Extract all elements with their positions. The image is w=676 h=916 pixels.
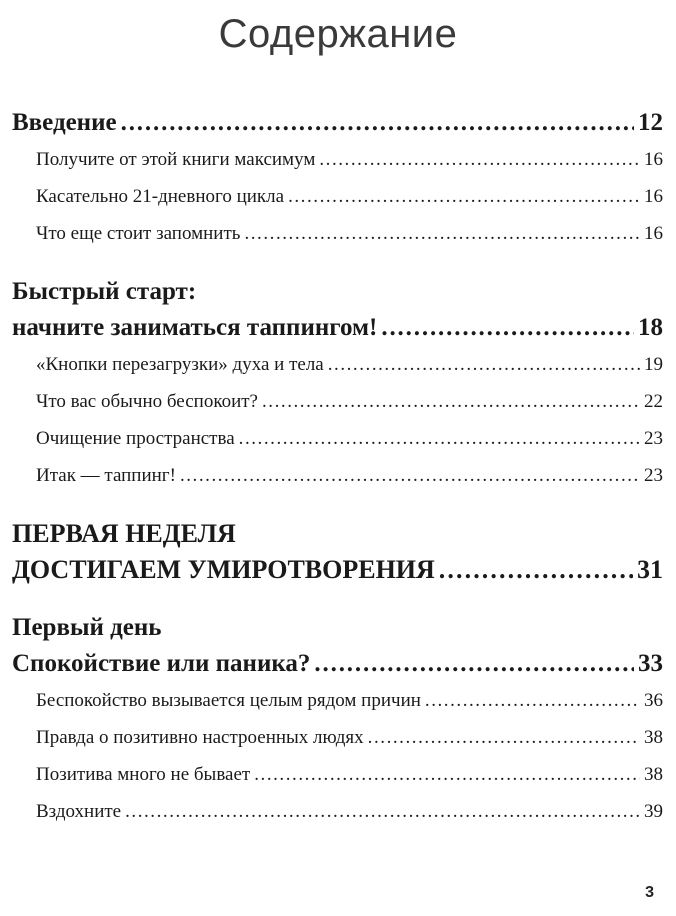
dot-leader bbox=[368, 719, 640, 756]
toc-entry-label: начните заниматься таппингом! bbox=[12, 314, 378, 341]
toc-entry-page: 16 bbox=[644, 186, 663, 207]
toc-entry-sub[interactable] bbox=[12, 346, 663, 383]
toc-entry-sub[interactable] bbox=[12, 383, 663, 420]
toc-entry-page: 36 bbox=[644, 690, 663, 711]
toc-entry-label: Правда о позитивно настроенных людях bbox=[36, 727, 364, 748]
toc-section-introduction bbox=[12, 105, 663, 252]
toc-entry-page: 38 bbox=[644, 764, 663, 785]
dot-leader bbox=[381, 310, 634, 346]
toc-entry-label: Позитива много не бывает bbox=[36, 764, 251, 785]
toc-entry-sub[interactable] bbox=[12, 682, 663, 719]
toc-entry-page: 31 bbox=[637, 555, 663, 584]
toc-entry-page: 23 bbox=[644, 465, 663, 486]
toc-entry-page: 39 bbox=[644, 801, 663, 822]
toc-entry-sub[interactable] bbox=[12, 719, 663, 756]
toc-entry-sub[interactable] bbox=[12, 178, 663, 215]
toc-entry-page: 18 bbox=[638, 314, 663, 341]
toc-entry-label: ДОСТИГАЕМ УМИРОТВОРЕНИЯ bbox=[12, 555, 435, 584]
toc-entry-sub[interactable] bbox=[12, 457, 663, 494]
toc-entry-label: Беспокойство вызывается целым рядом причин bbox=[36, 690, 421, 711]
toc-section-first-week bbox=[12, 516, 663, 588]
toc-section-heading: Первый день bbox=[12, 614, 162, 641]
toc-entry-label: Что еще стоит запомнить bbox=[36, 223, 241, 244]
dot-leader bbox=[125, 793, 640, 830]
toc-entry-page: 19 bbox=[644, 354, 663, 375]
toc-entry-label: Очищение пространства bbox=[36, 428, 235, 449]
toc-entry-sub[interactable] bbox=[12, 420, 663, 457]
dot-leader bbox=[439, 552, 633, 588]
toc-entry-main[interactable] bbox=[12, 310, 663, 346]
dot-leader bbox=[288, 178, 640, 215]
dot-leader bbox=[425, 682, 640, 719]
toc-entry-label: Спокойствие или паника? bbox=[12, 650, 311, 677]
toc-section-quick-start bbox=[12, 274, 663, 494]
toc-entry-label: Получите от этой книги максимум bbox=[36, 149, 316, 170]
toc-section-heading: ПЕРВАЯ НЕДЕЛЯ bbox=[12, 519, 236, 548]
toc-entry-page: 22 bbox=[644, 391, 663, 412]
toc-entry-page: 12 bbox=[638, 109, 663, 136]
toc-entry-sub[interactable] bbox=[12, 756, 663, 793]
toc-entry-page: 38 bbox=[644, 727, 663, 748]
toc-entry-main[interactable] bbox=[12, 552, 663, 588]
toc-entry-page: 16 bbox=[644, 149, 663, 170]
toc-entry-sub[interactable] bbox=[12, 215, 663, 252]
dot-leader bbox=[121, 105, 634, 141]
toc-entry-main[interactable] bbox=[12, 646, 663, 682]
toc-section-first-day bbox=[12, 610, 663, 830]
dot-leader bbox=[319, 141, 640, 178]
dot-leader bbox=[180, 457, 640, 494]
dot-leader bbox=[254, 756, 640, 793]
toc-entry-label: Касательно 21-дневного цикла bbox=[36, 186, 285, 207]
toc-entry-label: Что вас обычно беспокоит? bbox=[36, 391, 258, 412]
page-title: Содержание bbox=[218, 12, 458, 56]
toc-entry-sub[interactable] bbox=[12, 793, 663, 830]
toc-entry-page: 16 bbox=[644, 223, 663, 244]
toc-entry-main[interactable] bbox=[12, 105, 663, 141]
table-of-contents bbox=[12, 105, 663, 852]
dot-leader bbox=[262, 383, 640, 420]
toc-entry-label: «Кнопки перезагрузки» духа и тела bbox=[36, 354, 324, 375]
toc-section-heading: Быстрый старт: bbox=[12, 278, 197, 305]
toc-entry-sub[interactable] bbox=[12, 141, 663, 178]
toc-entry-label: Введение bbox=[12, 109, 117, 136]
toc-entry-label: Вздохните bbox=[36, 801, 122, 822]
toc-entry-label: Итак — таппинг! bbox=[36, 465, 176, 486]
dot-leader bbox=[328, 346, 640, 383]
toc-entry-page: 23 bbox=[644, 428, 663, 449]
toc-entry-page: 33 bbox=[638, 650, 663, 677]
dot-leader bbox=[314, 646, 634, 682]
page-number: 3 bbox=[645, 884, 654, 901]
dot-leader bbox=[239, 420, 640, 457]
dot-leader bbox=[244, 215, 640, 252]
